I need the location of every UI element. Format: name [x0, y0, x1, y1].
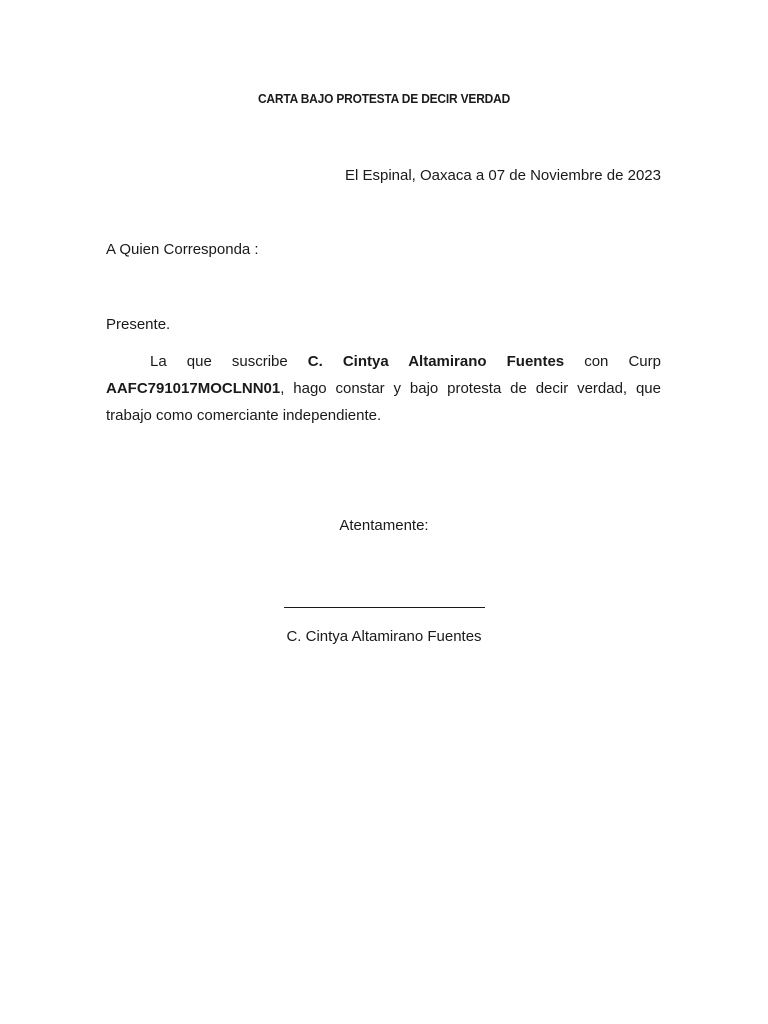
body-paragraph: [106, 348, 661, 429]
closing-line: Atentamente:: [339, 517, 429, 534]
curp-bold: AAFC791017MOCLNN01: [106, 380, 281, 397]
body-text-curp-label: con Curp: [564, 353, 661, 370]
place-date-line: El Espinal, Oaxaca a 07 de Noviembre de 2023: [344, 167, 661, 184]
signature-line: [284, 607, 485, 608]
body-text-intro: La que suscribe: [150, 353, 308, 370]
signer-name-bold: C. Cintya Altamirano Fuentes: [307, 353, 565, 370]
greeting-line: Presente.: [106, 316, 171, 333]
body-text-statement: , hago constar y bajo protesta de decir verdad, que trabajo como comerciante independiente.: [106, 380, 661, 424]
document-title: CARTA BAJO PROTESTA DE DECIR VERDAD: [257, 91, 511, 106]
signer-name: C. Cintya Altamirano Fuentes: [286, 628, 482, 645]
addressee-line: A Quien Corresponda :: [106, 241, 259, 258]
